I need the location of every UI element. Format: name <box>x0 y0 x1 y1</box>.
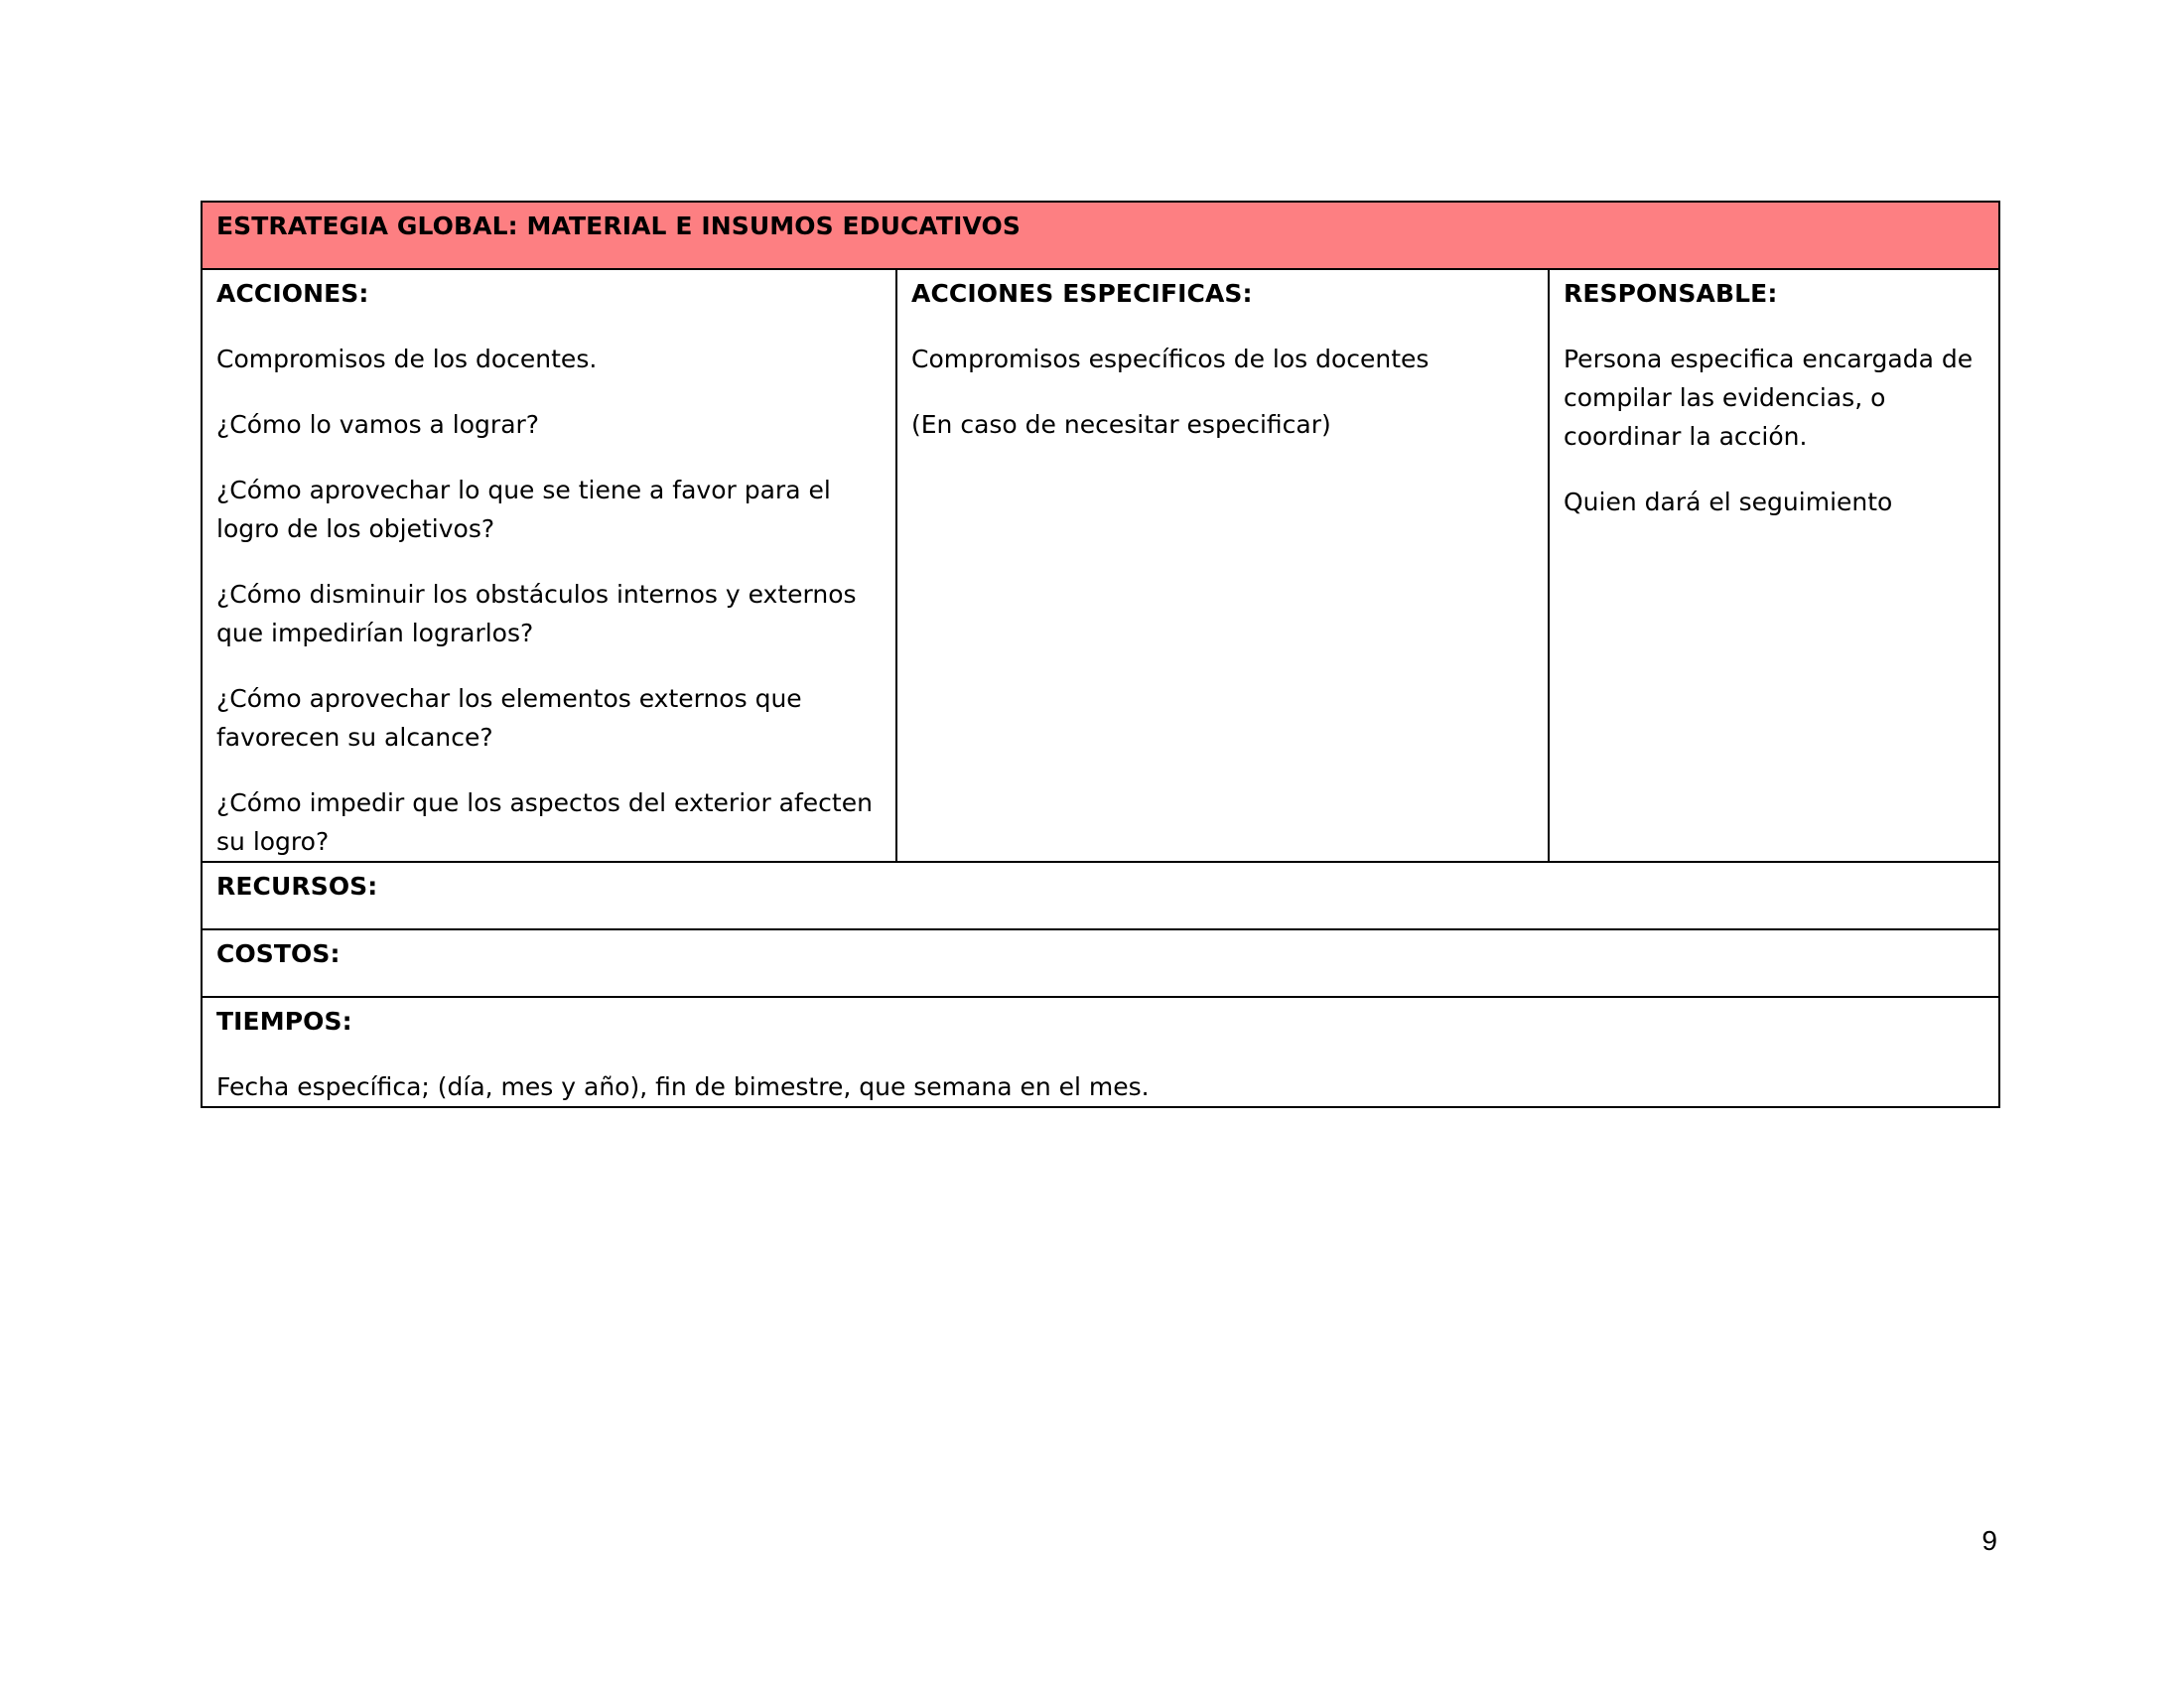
acciones-item: ¿Cómo impedir que los aspectos del exterior afecten su logro? <box>216 788 873 856</box>
acciones-item: ¿Cómo aprovechar los elementos externos que favorecen su alcance? <box>216 684 802 752</box>
strategy-header-cell <box>202 202 1999 269</box>
strategy-header-title: ESTRATEGIA GLOBAL: MATERIAL E INSUMOS EDUCATIVOS <box>216 211 1021 240</box>
acciones-especificas-title: ACCIONES ESPECIFICAS: <box>911 279 1253 308</box>
tiempos-cell <box>202 997 1999 1107</box>
recursos-cell <box>202 862 1999 929</box>
acciones-title: ACCIONES: <box>216 279 369 308</box>
acciones-item: Compromisos de los docentes. <box>216 345 598 373</box>
acciones-item: ¿Cómo aprovechar lo que se tiene a favor para el logro de los objetivos? <box>216 476 831 543</box>
acciones-item: ¿Cómo disminuir los obstáculos internos y externos que impedirían lograrlos? <box>216 580 857 647</box>
strategy-table <box>201 201 2000 1108</box>
page-number: 9 <box>1981 1525 1997 1556</box>
responsable-item: Persona especifica encargada de compilar las evidencias, o coordinar la acción. <box>1564 345 1974 451</box>
acciones-item: ¿Cómo lo vamos a lograr? <box>216 410 540 439</box>
tiempos-title: TIEMPOS: <box>216 1007 352 1036</box>
acciones-cell <box>202 269 896 862</box>
responsable-title: RESPONSABLE: <box>1564 279 1778 308</box>
costos-cell <box>202 929 1999 997</box>
tiempos-text: Fecha específica; (día, mes y año), fin de bimestre, que semana en el mes. <box>216 1072 1150 1101</box>
acciones-especificas-item: (En caso de necesitar especificar) <box>911 410 1331 439</box>
responsable-cell <box>1549 269 1999 862</box>
costos-title: COSTOS: <box>216 939 341 968</box>
acciones-especificas-cell <box>896 269 1549 862</box>
acciones-especificas-item: Compromisos específicos de los docentes <box>911 345 1430 373</box>
recursos-title: RECURSOS: <box>216 872 378 901</box>
responsable-item: Quien dará el seguimiento <box>1564 488 1893 516</box>
